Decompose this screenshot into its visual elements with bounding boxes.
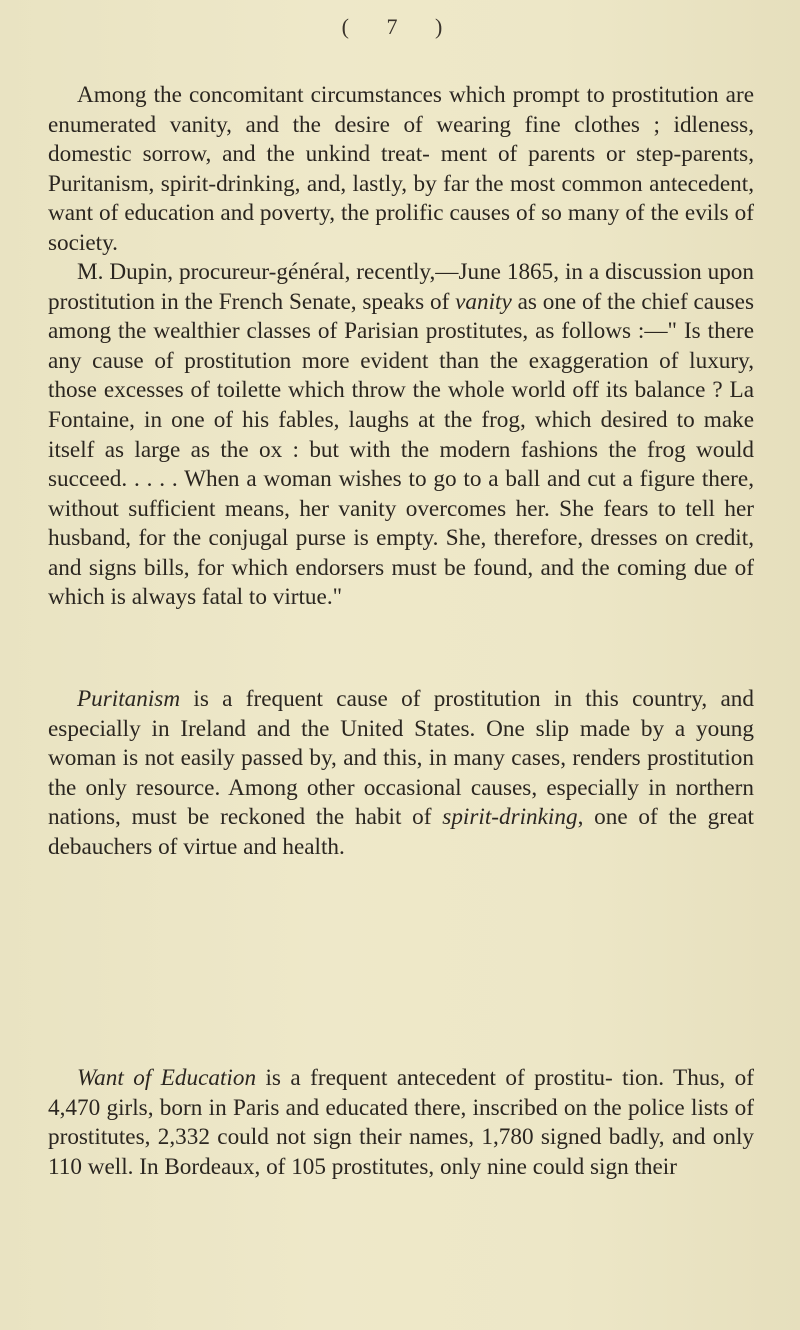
text-block-bottom: [48, 1064, 754, 1182]
text-block-middle: [48, 685, 754, 862]
dupin-text-before: M. Dupin, procureur-général, recently,—June 1865, in a discussion upon prostitution in the French Senate, speaks of: [48, 259, 754, 315]
puritanism-text-after: , one of the great debauchers of virtue and health.: [48, 804, 754, 860]
text-block-top: [48, 81, 754, 613]
emphasis-want-of-education: Want of Education: [77, 1065, 257, 1091]
paragraph-causes: Among the concomitant circumstances which prompt to prostitution are enumerated vanity, and the desire of wearing fine clothes ; idleness, domestic sorrow, and the unkind treat- ment of parents or step-parents, Puritanism, spirit-drinking, and, lastly, by far the most common antecedent, want of education and poverty, the prolific causes of so many of the evils of society.: [48, 82, 754, 256]
dupin-emphasis-vanity: vanity: [455, 288, 512, 315]
emphasis-spirit-drinking: spirit-drinking: [442, 804, 578, 831]
dupin-text-after: as one of the chief causes among the wealthier classes of Parisian prostitutes, as follows :—" Is there any cause of prostitution more evident than the exaggeration of luxury, those excesses of toilette which throw the whole world off its balance ? La Fontaine, in one of his fables, laughs at the frog, which desired to make itself as large as the ox : but with the modern fashions the frog would succeed. . . . . When a woman wishes to go to a ball and cut a figure there, without sufficient means, her vanity overcomes her. She fears to tell her husband, for the conjugal purse is empty. She, therefore, dresses on credit, and signs bills, for which endorsers must be found, and the coming due of which is always fatal to virtue.": [48, 288, 754, 611]
emphasis-puritanism: Puritanism: [77, 686, 181, 712]
page-number: ( 7 ): [341, 14, 459, 39]
education-text-after: is a frequent antecedent of prostitu- tion. Thus, of 4,470 girls, born in Paris and educated there, inscribed on the police lists of prostitutes, 2,332 could not sign their names, 1,780 signed badly, and only 110 well. In Bordeaux, of 105 prostitutes, only nine could sign their: [48, 1065, 754, 1180]
puritanism-text-middle: is a frequent cause of prostitution in this country, and especially in Ireland and the United States. One slip made by a young woman is not easily passed by, and this, in many cases, renders prostitution the only resource. Among other occasional causes, especially in northern nations, must be reckoned the habit of: [48, 686, 754, 831]
paragraph-dupin: [48, 258, 754, 613]
paragraph-education: [48, 1064, 754, 1182]
paragraph-puritanism: [48, 685, 754, 862]
